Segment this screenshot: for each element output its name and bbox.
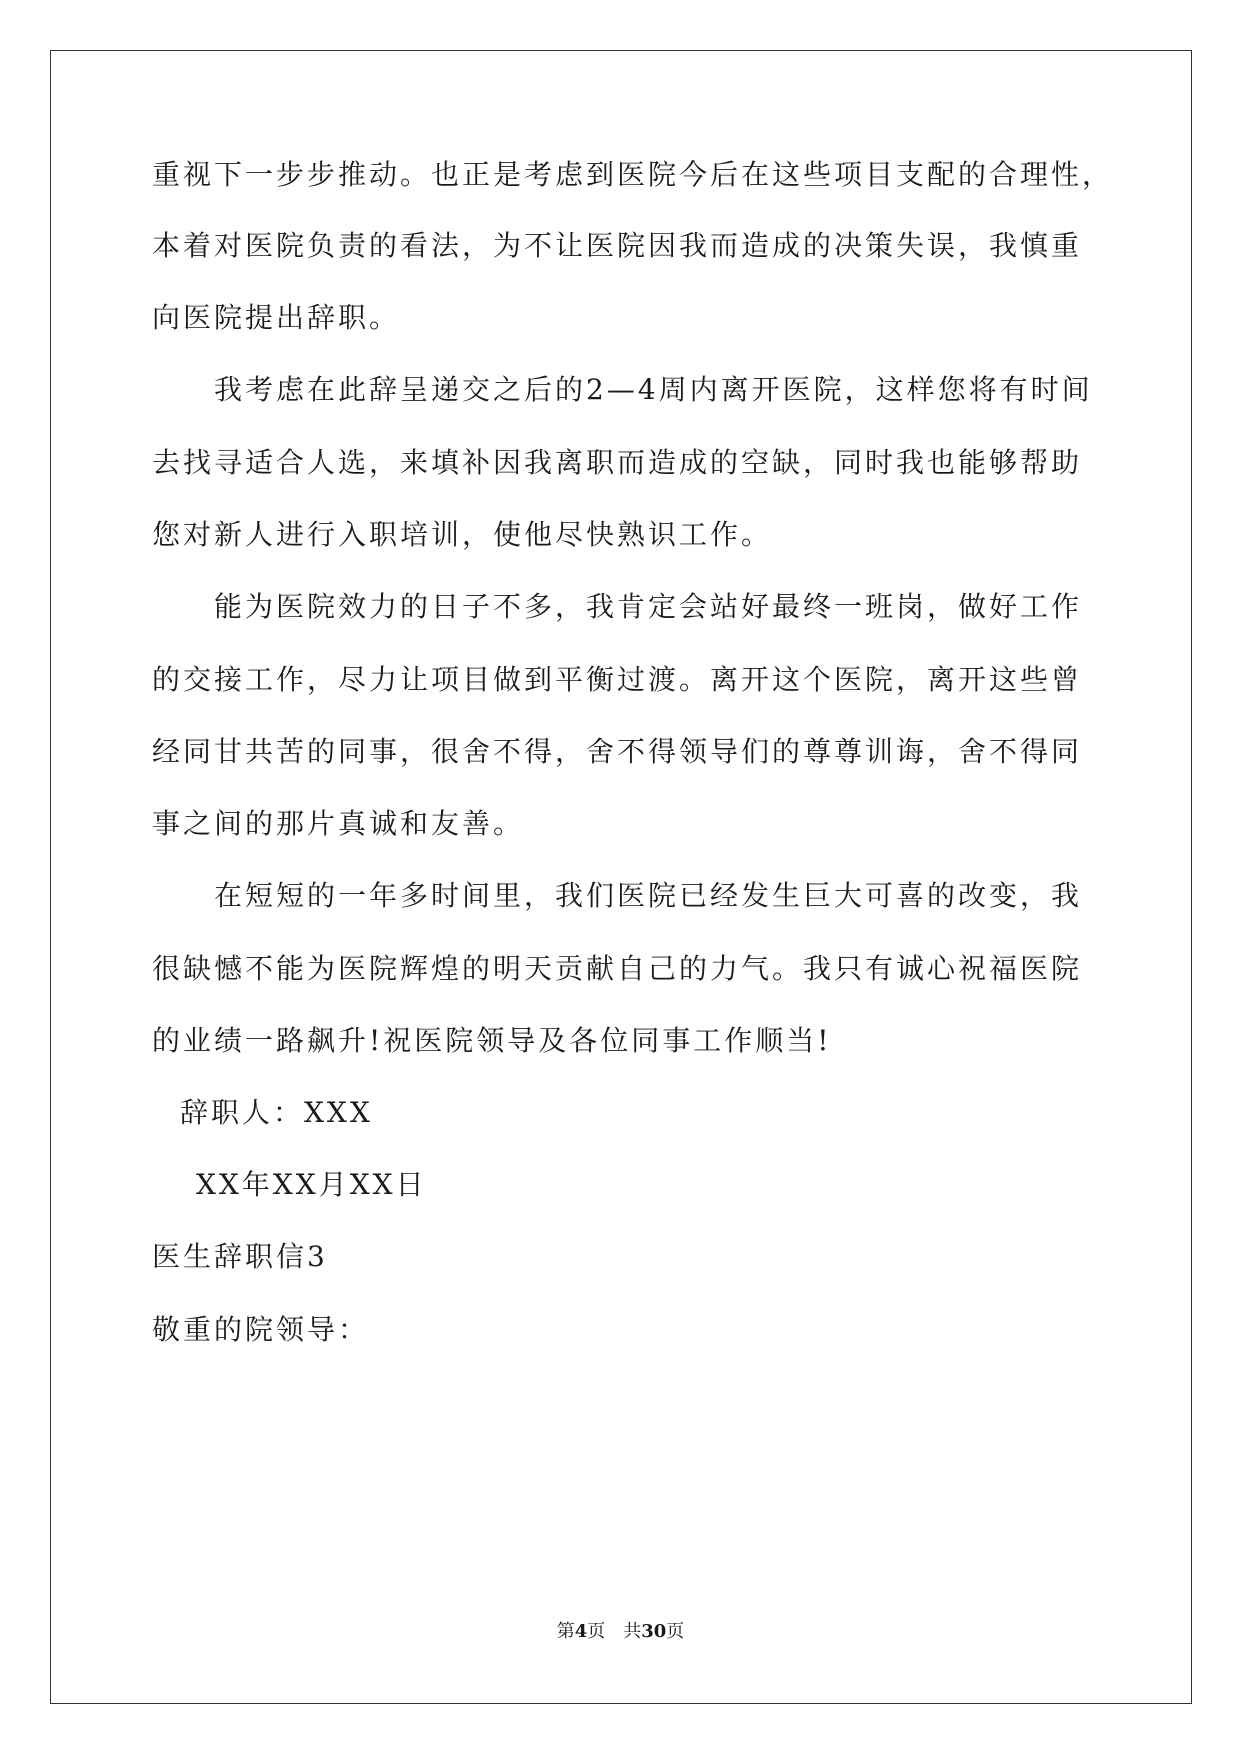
- paragraph-line: 很缺憾不能为医院辉煌的明天贡献自己的力气。我只有诚心祝福医院: [152, 952, 1083, 985]
- footer-prefix: 第: [556, 1621, 575, 1642]
- paragraph-line: 重视下一步步推动。也正是考虑到医院今后在这些项目支配的合理性，: [152, 158, 1114, 191]
- paragraph-line: 我考虑在此辞呈递交之后的2—4周内离开医院，这样您将有时间: [214, 373, 1093, 406]
- salutation: 敬重的院领导：: [152, 1313, 370, 1346]
- paragraph-line: 能为医院效力的日子不多，我肯定会站好最终一班岗，做好工作: [214, 590, 1083, 623]
- footer-mid: 页 共: [587, 1621, 642, 1642]
- paragraph-line: 的业绩一路飙升!祝医院领导及各位同事工作顺当!: [152, 1024, 832, 1057]
- paragraph-line: 事之间的那片真诚和友善。: [152, 807, 525, 840]
- letter-title: 医生辞职信3: [152, 1240, 328, 1273]
- paragraph-line: 向医院提出辞职。: [152, 301, 401, 334]
- current-page-number: 4: [574, 1621, 588, 1642]
- footer-suffix: 页: [666, 1621, 685, 1642]
- paragraph-line: 在短短的一年多时间里，我们医院已经发生巨大可喜的改变，我: [214, 879, 1083, 912]
- total-pages: 30: [641, 1621, 667, 1642]
- signature-date: XX年XX月XX日: [196, 1168, 427, 1201]
- page-footer: [0, 1620, 1241, 1644]
- paragraph-line: 经同甘共苦的同事，很舍不得，舍不得领导们的尊尊训诲，舍不得同: [152, 735, 1083, 768]
- paragraph-line: 去找寻适合人选，来填补因我离职而造成的空缺，同时我也能够帮助: [152, 446, 1083, 479]
- signer-name: 辞职人：XXX: [180, 1096, 373, 1129]
- paragraph-line: 的交接工作，尽力让项目做到平衡过渡。离开这个医院，离开这些曾: [152, 663, 1083, 696]
- paragraph-line: 您对新人进行入职培训，使他尽快熟识工作。: [152, 518, 773, 551]
- paragraph-line: 本着对医院负责的看法，为不让医院因我而造成的决策失误，我慎重: [152, 229, 1083, 262]
